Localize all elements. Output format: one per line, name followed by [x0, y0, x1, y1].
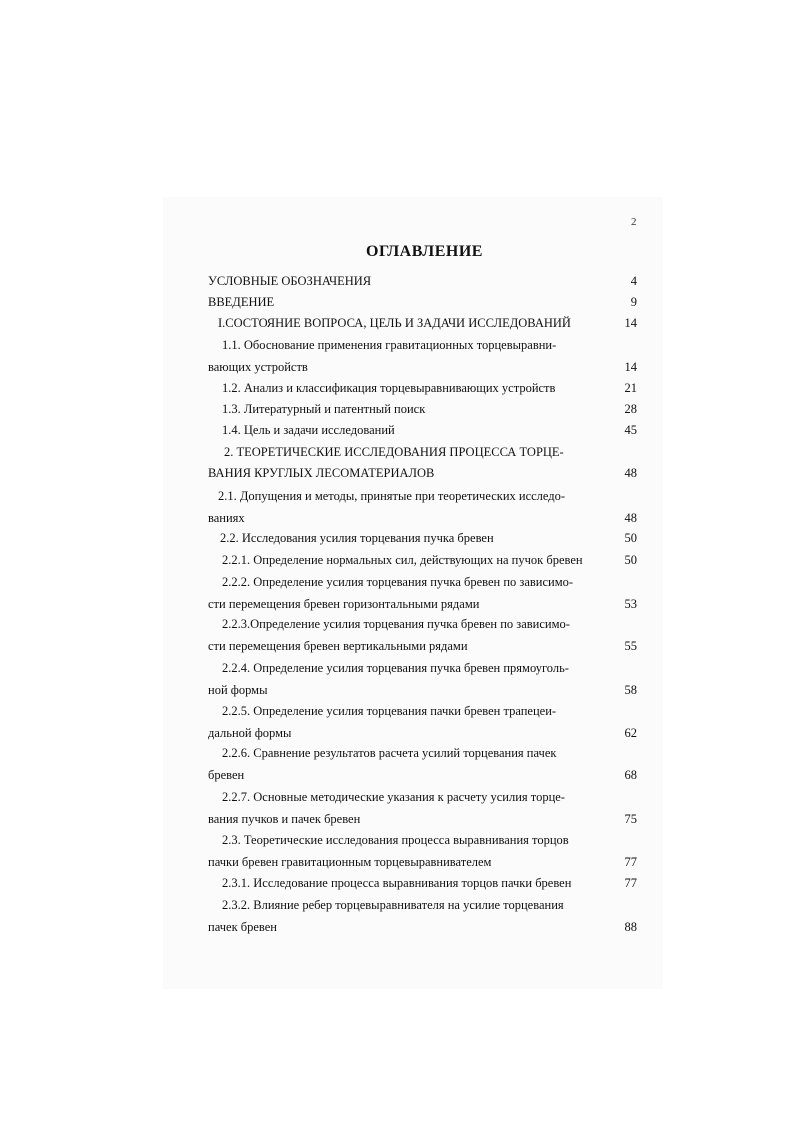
toc-entry-line: 1.1. Обоснование применения гравитационных торцевыравни-	[222, 338, 557, 352]
toc-entry-page: 14	[624, 360, 637, 374]
toc-entry-line: ВВЕДЕНИЕ	[208, 295, 275, 309]
toc-entry-page: 21	[624, 381, 637, 395]
toc-entry-line: 2.2.7. Основные методические указания к расчету усилия торце-	[222, 790, 565, 804]
toc-entry-line: 2.3. Теоретические исследования процесса выравнивания торцов	[222, 833, 569, 847]
toc-entry-line: 2.2.4. Определение усилия торцевания пучка бревен прямоуголь-	[222, 661, 569, 675]
toc-entry-page: 14	[624, 316, 637, 330]
toc-entry-line: 1.4. Цель и задачи исследований	[222, 423, 395, 437]
toc-entry-page: 45	[624, 423, 637, 437]
toc-entry-page: 9	[630, 295, 637, 309]
toc-entry-line: вающих устройств	[208, 360, 308, 374]
toc-entry-page: 77	[624, 855, 637, 869]
toc-entry-line: 2.3.1. Исследование процесса выравнивания торцов пачки бревен	[222, 876, 572, 890]
toc-entry-line: 1.3. Литературный и патентный поиск	[222, 402, 426, 416]
toc-entry-line: 2.2.2. Определение усилия торцевания пучка бревен по зависимо-	[222, 575, 574, 589]
toc-entry-line: 2.3.2. Влияние ребер торцевыравнивателя на усилие торцевания	[222, 898, 564, 912]
toc-entry-page: 50	[624, 553, 637, 567]
toc-entry-line: 2.2.6. Сравнение результатов расчета усилий торцевания пачек	[222, 746, 557, 760]
toc-entry-line: сти перемещения бревен вертикальными рядами	[208, 639, 468, 653]
toc-entry-page: 4	[630, 274, 637, 288]
toc-entry-page: 88	[624, 920, 637, 934]
toc-entry-page: 50	[624, 531, 637, 545]
toc-entry-line: 2.2. Исследования усилия торцевания пучка бревен	[220, 531, 494, 545]
toc-entry-page: 48	[624, 466, 637, 480]
toc-entry-line: 2.2.3.Определение усилия торцевания пучка бревен по зависимо-	[222, 617, 570, 631]
toc-entry-line: пачки бревен гравитационным торцевыравнивателем	[208, 855, 492, 869]
page-number: 2	[631, 216, 637, 228]
toc-entry-line: 2.1. Допущения и методы, принятые при теоретических исследо-	[218, 489, 566, 503]
toc-title: ОГЛАВЛЕНИЕ	[366, 243, 483, 260]
toc-entry-page: 28	[624, 402, 637, 416]
toc-entry-page: 58	[624, 683, 637, 697]
toc-entry-page: 48	[624, 511, 637, 525]
toc-entry-line: бревен	[208, 768, 245, 782]
toc-entry-line: сти перемещения бревен горизонтальными рядами	[208, 597, 480, 611]
toc-entry-line: ВАНИЯ КРУГЛЫХ ЛЕСОМАТЕРИАЛОВ	[208, 466, 435, 480]
toc-entry-page: 53	[624, 597, 637, 611]
toc-entry-line: 1.2. Анализ и классификация торцевыравнивающих устройств	[222, 381, 556, 395]
toc-entry-line: I.СОСТОЯНИЕ ВОПРОСА, ЦЕЛЬ И ЗАДАЧИ ИССЛЕДОВАНИЙ	[218, 316, 571, 330]
toc-entry-page: 62	[624, 726, 637, 740]
toc-entry-page: 55	[624, 639, 637, 653]
toc-entry-line: 2. ТЕОРЕТИЧЕСКИЕ ИССЛЕДОВАНИЯ ПРОЦЕССА ТОРЦЕ-	[224, 445, 564, 459]
toc-entry-line: ваниях	[208, 511, 245, 525]
toc-entry-page: 68	[624, 768, 637, 782]
toc-entry-page: 77	[624, 876, 637, 890]
toc-entry-line: 2.2.5. Определение усилия торцевания пачки бревен трапецеи-	[222, 704, 557, 718]
toc-entry-line: 2.2.1. Определение нормальных сил, действующих на пучок бревен	[222, 553, 583, 567]
toc-entry-page: 75	[624, 812, 637, 826]
toc-entry-line: вания пучков и пачек бревен	[208, 812, 361, 826]
toc-entry-line: пачек бревен	[208, 920, 277, 934]
toc-entry-line: дальной формы	[208, 726, 292, 740]
toc-entry-line: ной формы	[208, 683, 268, 697]
toc-entry-line: УСЛОВНЫЕ ОБОЗНАЧЕНИЯ	[208, 274, 372, 288]
